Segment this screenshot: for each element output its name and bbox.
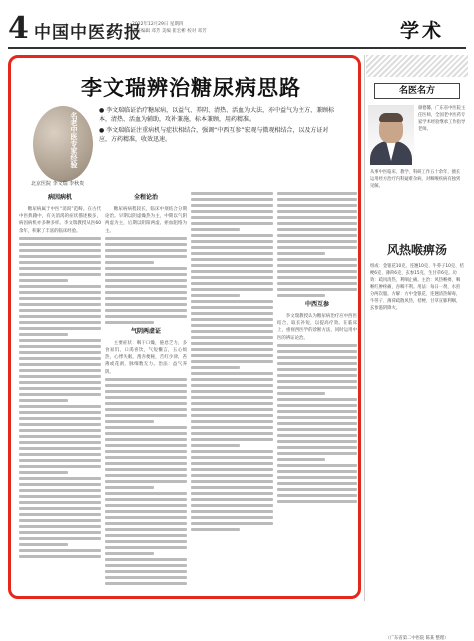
prescription-title: 风热喉痹汤 [386, 243, 447, 257]
summary-point: ● 李文瑞临证注重病机与症状相结合，强调“中西互参”宏观与微观相结合，以及方证对应，方药精准，收效迅速。 [99, 127, 329, 143]
article-column [191, 190, 273, 534]
column-text: 糖尿病属于中医“消渴”范畴。在古代中医典籍中，有关消渴的症状描述极多，病因病机亦多种多样。李文瑞教授从医60余年，积累了丰富的临床经验。 [19, 207, 101, 234]
masthead-meta [132, 21, 207, 35]
section-title: 学术 [399, 20, 444, 42]
doctor-portrait [368, 105, 414, 165]
column-heading: 气阴两虚证 [130, 327, 161, 335]
decorative-hatch [366, 55, 468, 77]
column-text: 糖尿病病程较长，临床中须结合分期论治。早期以阴虚燥热为主，中期以气阴两虚为主，后期以阴阳两虚、瘀血阻络为主。 [105, 207, 187, 234]
prescription-body: 组成：金银花10克、连翘10克、牛蒡子10克、桔梗6克、薄荷6克、玄参15克、生甘草6克。功效：疏风清热，利咽止痛。主治：风热喉痹，咽喉红肿疼痛，吞咽不利。用法：每日一剂，水煎分两次服。方解：方中金银花、连翘清热解毒，牛蒡子、薄荷疏散风热，桔梗、甘草宣肺利咽，玄参滋阴降火。 [370, 264, 464, 311]
prescription-credit: （广东省第二中医院 陈某 整理） [385, 636, 449, 641]
column-text: 主要症状：咽干口燥，倦怠乏力，多食易饥，口渴喜饮，气短懒言，五心烦热，心悸失眠，溲赤便秘，舌红少津，苔薄或花剥，脉细数无力。治法：益气养阴。 [105, 340, 187, 375]
doctor-bio-short: 颜德馨，广东省中医院主任医师，全国老中医药专家学术经验继承工作指导老师。 [418, 106, 466, 132]
article-headline: 李文瑞辨治糖尿病思路 [81, 76, 301, 100]
masthead [0, 0, 474, 50]
column-divider [364, 55, 365, 601]
column-text: 李文瑞教授认为糖尿病治疗应中西医结合，取长补短，以提高疗效。在临床上，重视西医学的诊断方法，同时运用中医的辨证论治。 [277, 314, 357, 341]
article-column [105, 190, 187, 588]
medal-label: 名老中医专家经验 [70, 112, 78, 168]
main-article[interactable] [8, 55, 361, 599]
article-summary [99, 106, 339, 146]
issue-date: 2022年12月29日 星期四 [132, 22, 184, 27]
article-byline: 北京医院 李文瑞 李秋贵 [31, 181, 85, 187]
column-heading: 病因病机 [47, 194, 72, 201]
newspaper-name: 中国中医药报 [34, 23, 142, 43]
sidebar-column[interactable] [366, 55, 468, 641]
sidebar-box-title: 名医名方 [374, 83, 460, 99]
editor-credits: 责任编辑 邓芳 美编 崔宏彬 校对 邓芳 [132, 29, 207, 34]
article-column [19, 190, 101, 561]
masthead-divider [8, 47, 466, 49]
summary-point: ● 李文瑞临证治疗糖尿病，以益气、养阴、清热、活血为大法，亦中益气为主方，兼顾标本，清热、活血为辅助，攻补兼施，标本兼顾，用药精准。 [99, 107, 335, 123]
article-column [277, 190, 357, 506]
column-heading: 中西互参 [304, 301, 329, 308]
column-heading: 全程论治 [133, 194, 158, 201]
doctor-bio-full: 从事中医临床、教学、科研工作五十余年，擅长运用经方治疗内科疑难杂病，对咽喉疾病有独到见解。 [370, 170, 461, 189]
page-number: 4 [8, 11, 29, 46]
